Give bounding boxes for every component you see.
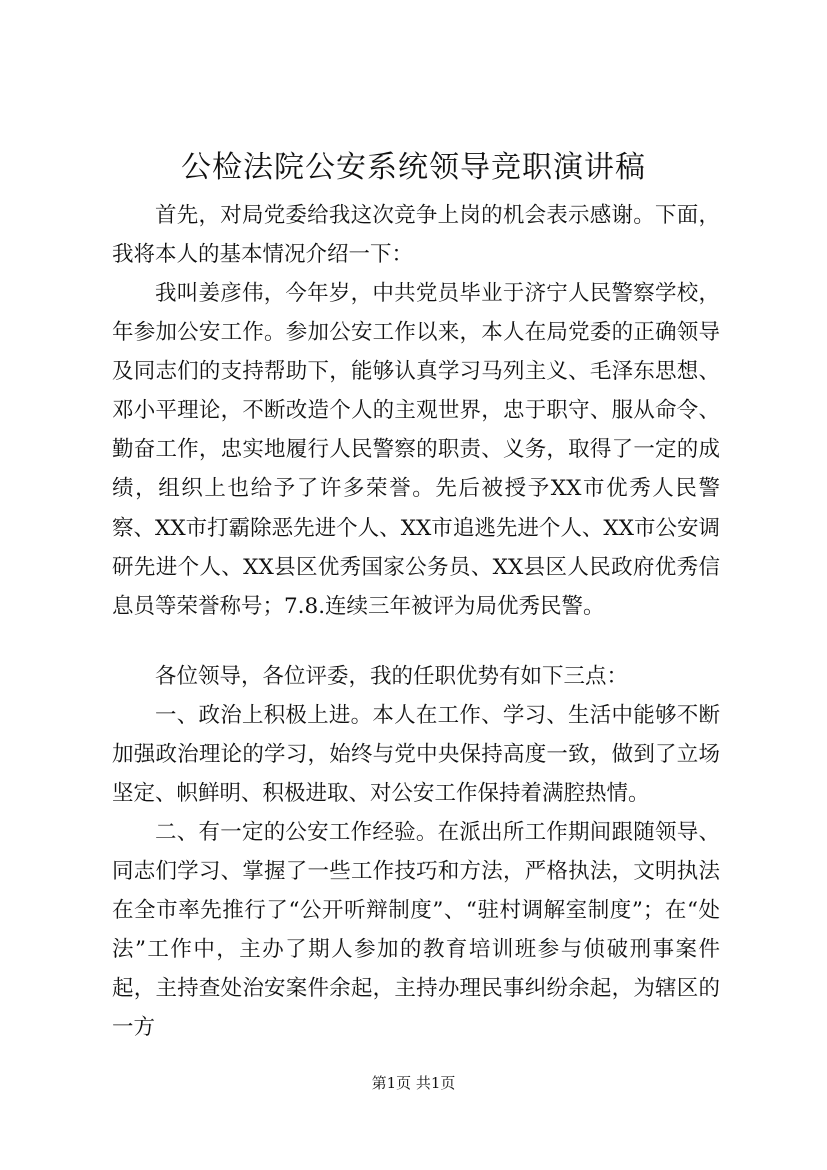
paragraph-advantage-two: 二、有一定的公安工作经验。在派出所工作期间跟随领导、同志们学习、掌握了一些工作技巧和方法，严格执法，文明执法在全市率先推行了“公开听辩制度”、“驻村调解室制度”；在“处法”工作中，主办了期人参加的教育培训班参与侦破刑事案件起，主持查处治安案件余起，主持办理民事纠纷余起，为辖区的一方 xyxy=(112,820,720,1041)
paragraph-advantages-intro: 各位领导，各位评委，我的任职优势有如下三点： xyxy=(155,664,629,689)
paragraph-background: 我叫姜彦伟，今年岁，中共党员毕业于济宁人民警察学校，年参加公安工作。参加公安工作以来，本人在局党委的正确领导及同志们的支持帮助下，能够认真学习马列主义、毛泽东思想、邓小平理论，不断改造个人的主观世界，忠于职守、服从命令、勤奋工作，忠实地履行人民警察的职责、义务，取得了一定的成绩，组织上也给予了许多荣誉。先后被授予XX市优秀人民警察、XX市打霸除恶先进个人、XX市追逃先进个人、XX市公安调研先进个人、XX县区优秀国家公务员、XX县区人民政府优秀信息员等荣誉称号；7.8.连续三年被评为局优秀民警。 xyxy=(112,281,720,619)
paragraph-advantage-one: 一、政治上积极上进。本人在工作、学习、生活中能够不断加强政治理论的学习，始终与党中央保持高度一致，做到了立场坚定、帜鲜明、积极进取、对公安工作保持着满腔热情。 xyxy=(112,703,720,807)
paragraph-intro: 首先，对局党委给我这次竞争上岗的机会表示感谢。下面，我将本人的基本情况介绍一下： xyxy=(112,203,720,268)
page-footer: 第1页 共1页 xyxy=(371,1074,456,1092)
document-title: 公检法院公安系统领导竞职演讲稿 xyxy=(181,150,646,185)
